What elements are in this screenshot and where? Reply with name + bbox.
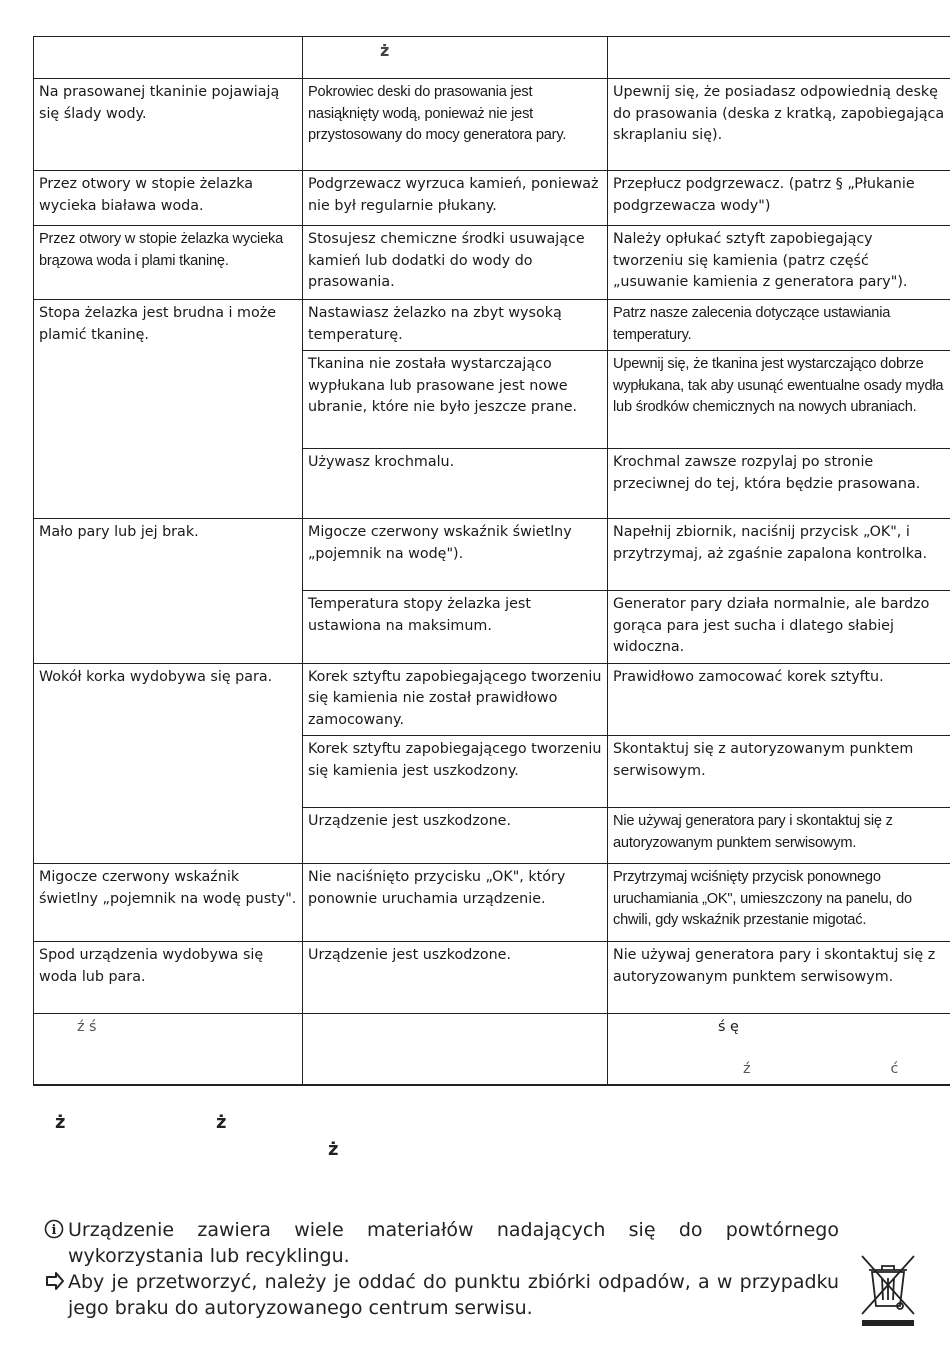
- cause-cell: Używasz krochmalu.: [303, 449, 608, 519]
- recycling-info-text: Urządzenie zawiera wiele materiałów nadających się do powtórnego wykorzystania lub recyklingu.: [68, 1219, 839, 1267]
- cause-cell: Podgrzewacz wyrzuca kamień, ponieważ nie był regularnie płukany.: [303, 171, 608, 226]
- text-fragment: ż: [55, 1112, 66, 1133]
- table-header-row: [34, 37, 950, 79]
- cause-cell: Korek sztyftu zapobiegającego tworzeniu się kamienia nie został prawidłowo zamocowany.: [303, 663, 608, 736]
- recycling-instructions: [44, 1269, 839, 1321]
- solution-cell: Upewnij się, że tkanina jest wystarczająco dobrze wypłukana, tak aby usunąć ewentualne osady mydła lub środków chemicznych na nowych ubraniach.: [608, 351, 950, 449]
- solution-cell: Nie używaj generatora pary i skontaktuj się z autoryzowanym punktem serwisowym.: [608, 942, 950, 1014]
- solution-cell: Przytrzymaj wciśnięty przycisk ponownego uruchamiania „OK", umieszczony na panelu, do chwili, gdy wskaźnik przestanie migotać.: [608, 864, 950, 942]
- header-cause: ż: [303, 37, 608, 79]
- cause-cell: [303, 1014, 608, 1086]
- solution-cell: Krochmal zawsze rozpylaj po stronie przeciwnej do tej, która będzie prasowana.: [608, 449, 950, 519]
- cause-cell: Temperatura stopy żelazka jest ustawiona na maksimum.: [303, 591, 608, 664]
- table-row: [34, 663, 950, 736]
- solution-cell: Nie używaj generatora pary i skontaktuj się z autoryzowanym punktem serwisowym.: [608, 808, 950, 864]
- cause-cell: Urządzenie jest uszkodzone.: [303, 808, 608, 864]
- solution-cell: Napełnij zbiornik, naciśnij przycisk „OK", i przytrzymaj, aż zgaśnie zapalona kontrolka.: [608, 519, 950, 591]
- solution-cell: Patrz nasze zalecenia dotyczące ustawiania temperatury.: [608, 300, 950, 351]
- solution-cell: Należy opłukać sztyft zapobiegający tworzeniu się kamienia (patrz część „usuwanie kamienia z generatora pary").: [608, 226, 950, 300]
- problem-cell: Wokół korka wydobywa się para.: [34, 663, 303, 864]
- problem-cell: Migocze czerwony wskaźnik świetlny „pojemnik na wodę pusty".: [34, 864, 303, 942]
- svg-text:i: i: [51, 1223, 57, 1238]
- solution-cell: Przepłucz podgrzewacz. (patrz § „Płukanie podgrzewacza wody"): [608, 171, 950, 226]
- recycling-info: [44, 1217, 839, 1269]
- solution-cell: Skontaktuj się z autoryzowanym punktem serwisowym.: [608, 736, 950, 808]
- problem-cell: Stopa żelazka jest brudna i może plamić tkaninę.: [34, 300, 303, 519]
- recycling-instructions-text: Aby je przetworzyć, należy je oddać do punktu zbiórki odpadów, a w przypadku jego braku do autoryzowanego centrum serwisu.: [68, 1271, 839, 1319]
- problem-cell: Na prasowanej tkaninie pojawiają się ślady wody.: [34, 79, 303, 171]
- solution-cell: Generator pary działa normalnie, ale bardzo gorąca para jest sucha i dlatego słabiej widoczna.: [608, 591, 950, 664]
- header-solution: [608, 37, 950, 79]
- table-row: [34, 519, 950, 591]
- problem-cell: ź ś: [34, 1014, 303, 1086]
- table-row: [34, 1014, 950, 1086]
- cause-cell: Nastawiasz żelazko na zbyt wysoką temperaturę.: [303, 300, 608, 351]
- problem-cell: Mało pary lub jej brak.: [34, 519, 303, 664]
- table-row: [34, 79, 950, 171]
- table-row: [34, 942, 950, 1014]
- cause-cell: Migocze czerwony wskaźnik świetlny „pojemnik na wodę").: [303, 519, 608, 591]
- cause-cell: Pokrowiec deski do prasowania jest nasiąknięty wodą, ponieważ nie jest przystosowany do mocy generatora pary.: [303, 79, 608, 171]
- solution-cell: ś ę ź ć: [608, 1014, 950, 1086]
- text-fragment: ż: [328, 1139, 339, 1160]
- cause-cell: Korek sztyftu zapobiegającego tworzeniu się kamienia jest uszkodzony.: [303, 736, 608, 808]
- text-fragment: ż: [216, 1112, 227, 1133]
- table-row: [34, 864, 950, 942]
- table-row: [34, 171, 950, 226]
- troubleshooting-table: [33, 36, 950, 1086]
- solution-cell: Upewnij się, że posiadasz odpowiednią deskę do prasowania (deska z kratką, zapobiegająca skraplaniu się).: [608, 79, 950, 171]
- table-row: [34, 226, 950, 300]
- crossed-bin-icon: [858, 1252, 918, 1328]
- header-problem: [34, 37, 303, 79]
- problem-cell: Przez otwory w stopie żelazka wycieka biaława woda.: [34, 171, 303, 226]
- problem-cell: Przez otwory w stopie żelazka wycieka brązowa woda i plami tkaninę.: [34, 226, 303, 300]
- cause-cell: Nie naciśnięto przycisku „OK", który ponownie uruchamia urządzenie.: [303, 864, 608, 942]
- info-icon: [44, 1219, 64, 1239]
- solution-cell: Prawidłowo zamocować korek sztyftu.: [608, 663, 950, 736]
- cause-cell: Stosujesz chemiczne środki usuwające kamień lub dodatki do wody do prasowania.: [303, 226, 608, 300]
- cause-cell: Tkanina nie została wystarczająco wypłukana lub prasowane jest nowe ubranie, które nie było jeszcze prane.: [303, 351, 608, 449]
- table-row: [34, 300, 950, 351]
- cause-cell: Urządzenie jest uszkodzone.: [303, 942, 608, 1014]
- arrow-right-icon: [44, 1271, 64, 1291]
- problem-cell: Spod urządzenia wydobywa się woda lub para.: [34, 942, 303, 1014]
